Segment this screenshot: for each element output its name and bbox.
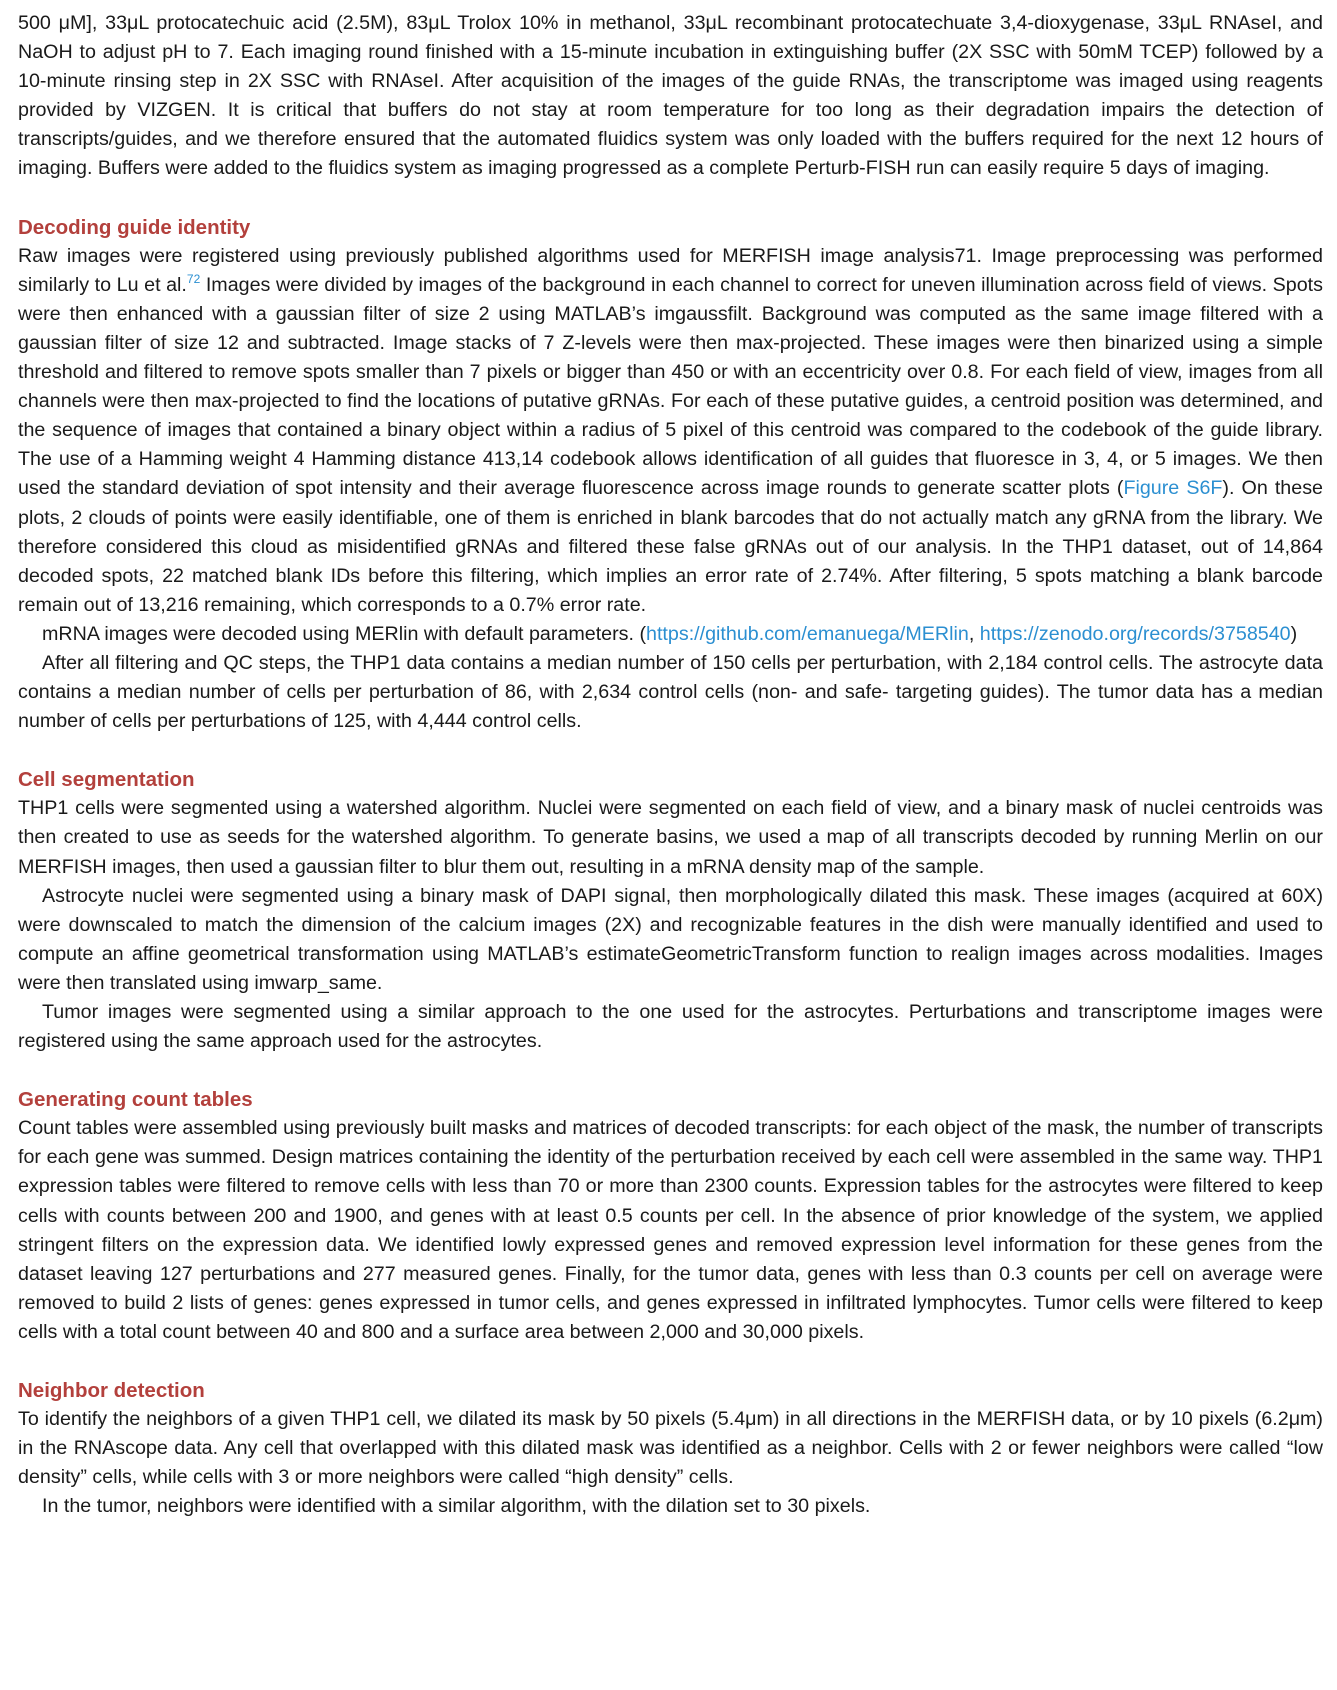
segmentation-paragraph-2: Astrocyte nuclei were segmented using a binary mask of DAPI signal, then morphologically dilated this mask. These images (acquired at 60X) were downscaled to match the dimension of the calcium images (2X) and recognizable features in the dish were manually identified and used to compute an affine geometrical transformation using MATLAB’s estimateGeometricTransform function to realign images across modalities. Images were then translated using imwarp_same.	[18, 884, 1323, 994]
decoding-text-a: Raw images were registered using previously published algorithms used for MERFISH image analysis71. Image preprocessing was performed similarly to Lu et al.	[18, 244, 1323, 296]
decoding-text-b: Images were divided by images of the background in each channel to correct for uneven illumination across field of views. Spots were then enhanced with a gaussian filter of size 2 using MATLAB’s imgaussfilt. Background was computed as the same image filtered with a gaussian filter of size 12 and subtracted. Image stacks of 7 Z-levels were then max-projected. These images were then binarized using a simple threshold and filtered to remove spots smaller than 7 pixels or bigger than 450 or with an eccentricity over 0.8. For each field of view, images from all channels were then max-projected to find the locations of putative gRNAs. For each of these putative guides, a centroid position was determined, and the sequence of images that contained a binary object within a radius of 5 pixel of this centroid was compared to the codebook of the guide library. The use of a Hamming weight 4 Hamming distance 413,14 codebook allows identification of all guides that fluoresce in 3, 4, or 5 images. We then used the standard deviation of spot intensity and their average fluorescence across image rounds to generate scatter plots (	[18, 273, 1323, 500]
segmentation-paragraph-1: THP1 cells were segmented using a watershed algorithm. Nuclei were segmented on each field of view, and a binary mask of nuclei centroids was then created to use as seeds for the watershed algorithm. To generate basins, we used a map of all transcripts decoded by running Merlin on our MERFISH images, then used a gaussian filter to blur them out, resulting in a mRNA density map of the sample.	[18, 797, 1323, 878]
segmentation-section	[18, 765, 1323, 1056]
counts-section	[18, 1085, 1323, 1347]
decoding-p2-text-a: mRNA images were decoded using MERlin with default parameters. (	[42, 622, 647, 645]
intro-paragraph: 500 μM], 33μL protocatechuic acid (2.5M), 83μL Trolox 10% in methanol, 33μL recombinant protocatechuate 3,4-dioxygenase, 33μL RNAseI, and NaOH to adjust pH to 7. Each imaging round finished with a 15-minute incubation in extinguishing buffer (2X SSC with 50mM TCEP) followed by a 10-minute rinsing step in 2X SSC with RNAseI. After acquisition of the images of the guide RNAs, the transcriptome was imaged using reagents provided by VIZGEN. It is critical that buffers do not stay at room temperature for too long as their degradation impairs the detection of transcripts/guides, and we therefore ensured that the automated fluidics system was only loaded with the buffers required for the next 12 hours of imaging. Buffers were added to the fluidics system as imaging progressed as a complete Perturb-FISH run can easily require 5 days of imaging.	[18, 12, 1323, 180]
section-heading-counts: Generating count tables	[18, 1088, 253, 1112]
section-gap	[18, 1347, 1323, 1376]
section-gap	[18, 184, 1323, 213]
segmentation-paragraph-3: Tumor images were segmented using a similar approach to the one used for the astrocytes. Perturbations and transcriptome images were registered using the same approach used for the astrocytes.	[18, 1001, 1323, 1053]
section-heading-segmentation: Cell segmentation	[18, 768, 195, 792]
link-separator: ,	[968, 622, 980, 645]
figure-link-s6f[interactable]: Figure S6F	[1123, 477, 1223, 500]
section-heading-decoding: Decoding guide identity	[18, 215, 251, 239]
neighbors-section	[18, 1376, 1323, 1521]
section-gap	[18, 736, 1323, 765]
counts-paragraph-1: Count tables were assembled using previously built masks and matrices of decoded transcripts: for each object of the mask, the number of transcripts for each gene was summed. Design matrices containing the identity of the perturbation received by each cell were assembled in the same way. THP1 expression tables were filtered to remove cells with less than 70 or more than 2300 counts. Expression tables for the astrocytes were filtered to keep cells with counts between 200 and 1900, and genes with at least 0.5 counts per cell. In the absence of prior knowledge of the system, we applied stringent filters on the expression data. We identified lowly expressed genes and removed expression level information for these genes from the dataset leaving 127 perturbations and 277 measured genes. Finally, for the tumor data, genes with less than 0.3 counts per cell on average were removed to build 2 lists of genes: genes expressed in tumor cells, and genes expressed in infiltrated lymphocytes. Tumor cells were filtered to keep cells with a total count between 40 and 800 and a surface area between 2,000 and 30,000 pixels.	[18, 1117, 1323, 1343]
decoding-text-c: ). On these plots, 2 clouds of points were easily identifiable, one of them is enriched in blank barcodes that do not actually match any gRNA from the library. We therefore considered this cloud as misidentified gRNAs and filtered these false gRNAs out of our analysis. In the THP1 dataset, out of 14,864 decoded spots, 22 matched blank IDs before this filtering, which implies an error rate of 2.74%. After filtering, 5 spots matching a blank barcode remain out of 13,216 remaining, which corresponds to a 0.7% error rate.	[18, 477, 1323, 616]
neighbors-paragraph-2: In the tumor, neighbors were identified with a similar algorithm, with the dilation set to 30 pixels.	[42, 1495, 871, 1518]
section-heading-neighbors: Neighbor detection	[18, 1379, 205, 1403]
decoding-section	[18, 213, 1323, 737]
neighbors-paragraph-1: To identify the neighbors of a given THP1 cell, we dilated its mask by 50 pixels (5.4μm) in all directions in the MERFISH data, or by 10 pixels (6.2μm) in the RNAscope data. Any cell that overlapped with this dilated mask was identified as a neighbor. Cells with 2 or fewer neighbors were called “low density” cells, while cells with 3 or more neighbors were called “high density” cells.	[18, 1408, 1323, 1489]
decoding-paragraph-1	[18, 242, 1323, 620]
reference-link-72[interactable]: 72	[186, 271, 201, 286]
github-link[interactable]: https://github.com/emanuega/MERlin	[646, 622, 969, 645]
intro-section	[18, 9, 1323, 184]
decoding-p2-text-b: )	[1290, 622, 1298, 645]
section-gap	[18, 1056, 1323, 1085]
zenodo-link[interactable]: https://zenodo.org/records/3758540	[979, 622, 1291, 645]
decoding-paragraph-2	[18, 620, 1323, 649]
decoding-paragraph-3: After all filtering and QC steps, the THP1 data contains a median number of 150 cells per perturbation, with 2,184 control cells. The astrocyte data contains a median number of cells per perturbation of 86, with 2,634 control cells (non- and safe- targeting guides). The tumor data has a median number of cells per perturbations of 125, with 4,444 control cells.	[18, 651, 1323, 733]
